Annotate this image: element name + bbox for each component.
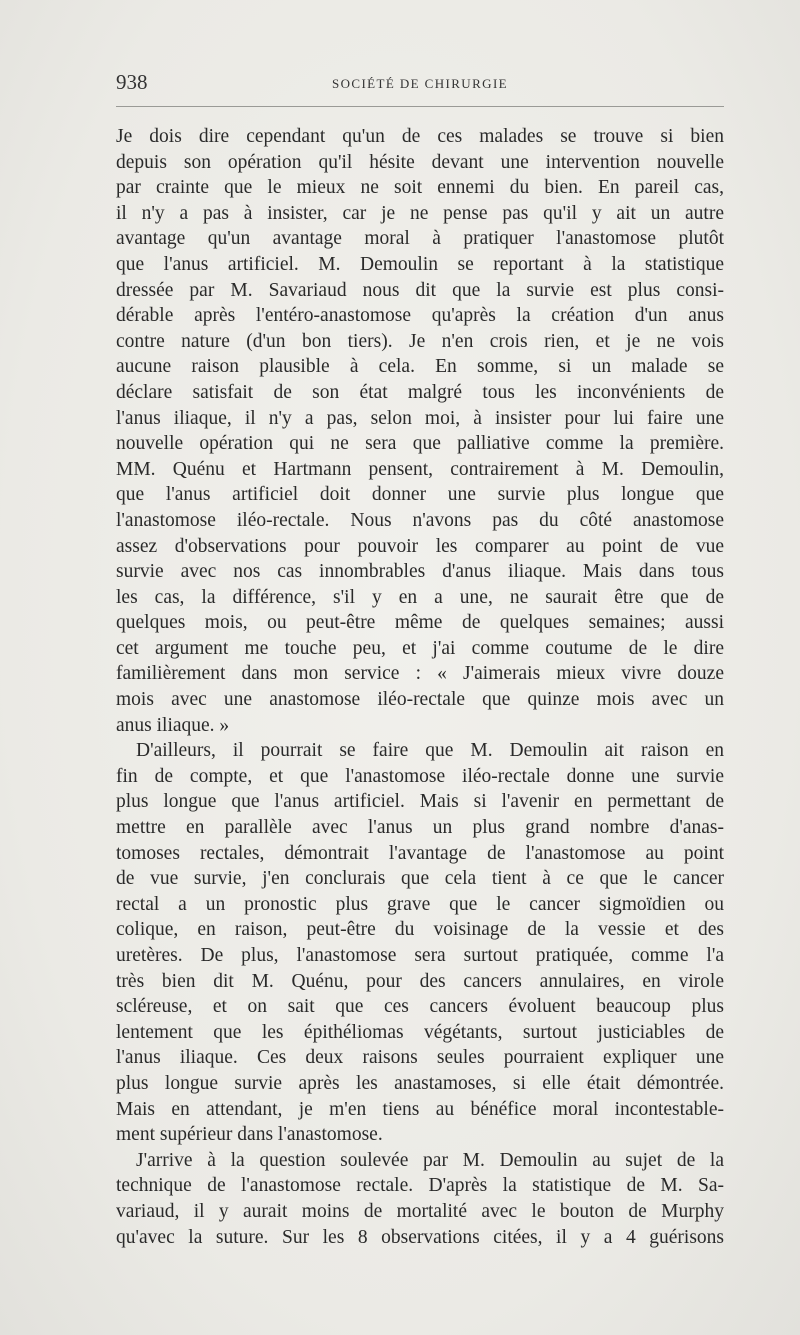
- text-line: technique de l'anastomose rectale. D'après la statistique de M. Sa-: [116, 1175, 724, 1197]
- text-line: familièrement dans mon service : « J'aimerais mieux vivre douze: [116, 663, 724, 685]
- text-line: survie avec nos cas innombrables d'anus iliaque. Mais dans tous: [116, 561, 724, 583]
- text-line: fin de compte, et que l'anastomose iléo-rectale donne une survie: [116, 765, 724, 787]
- text-line: par crainte que le mieux ne soit ennemi du bien. En pareil cas,: [116, 177, 724, 199]
- text-line: que l'anus artificiel doit donner une survie plus longue que: [116, 484, 724, 506]
- text-line: mettre en parallèle avec l'anus un plus grand nombre d'anas-: [116, 817, 724, 839]
- text-line: qu'avec la suture. Sur les 8 observations citées, il y a 4 guérisons: [116, 1226, 724, 1248]
- text-line: lentement que les épithéliomas végétants, surtout justiciables de: [116, 1021, 724, 1043]
- text-line: les cas, la différence, s'il y en a une, ne saurait être que de: [116, 586, 724, 608]
- text-line: uretères. De plus, l'anastomose sera surtout pratiquée, comme l'a: [116, 945, 724, 966]
- text-line: quelques mois, ou peut-être même de quelques semaines; aussi: [116, 612, 724, 634]
- text-line: rectal a un pronostic plus grave que le cancer sigmoïdien ou: [116, 893, 724, 915]
- text-line: J'arrive à la question soulevée par M. Demoulin au sujet de la: [136, 1149, 724, 1171]
- text-line: Je dois dire cependant qu'un de ces malades se trouve si bien: [116, 126, 724, 147]
- text-line: il n'y a pas à insister, car je ne pense pas qu'il y ait un autre: [116, 202, 724, 224]
- text-line: nouvelle opération qui ne sera que palliative comme la première.: [116, 433, 724, 455]
- text-line: l'anus iliaque. Ces deux raisons seules pourraient expliquer une: [116, 1047, 724, 1069]
- text-line: de vue survie, j'en conclurais que cela tient à ce que le cancer: [116, 868, 724, 890]
- text-line: plus longue que l'anus artificiel. Mais si l'avenir en permettant de: [116, 791, 724, 813]
- running-title: SOCIÉTÉ DE CHIRURGIE: [331, 76, 509, 91]
- text-line: déclare satisfait de son état malgré tous les inconvénients de: [116, 381, 724, 403]
- text-line: depuis son opération qu'il hésite devant une intervention nouvelle: [116, 151, 724, 173]
- text-line: Mais en attendant, je m'en tiens au bénéfice moral incontestable-: [116, 1098, 724, 1120]
- text-line: D'ailleurs, il pourrait se faire que M. Demoulin ait raison en: [136, 740, 724, 762]
- text-line: très bien dit M. Quénu, pour des cancers annulaires, en virole: [116, 970, 724, 992]
- text-line: dressée par M. Savariaud nous dit que la survie est plus consi-: [116, 279, 724, 301]
- text-line: MM. Quénu et Hartmann pensent, contrairement à M. Demoulin,: [116, 458, 724, 480]
- text-line: scléreuse, et on sait que ces cancers évoluent beaucoup plus: [116, 996, 724, 1018]
- text-line: variaud, il y aurait moins de mortalité avec le bouton de Murphy: [116, 1200, 724, 1222]
- text-line: contre nature (d'un bon tiers). Je n'en crois rien, et je ne vois: [116, 330, 724, 352]
- text-line: avantage qu'un avantage moral à pratiquer l'anastomose plutôt: [116, 228, 724, 250]
- text-line: dérable après l'entéro-anastomose qu'après la création d'un anus: [116, 305, 724, 327]
- body-text: [116, 124, 724, 1250]
- header-divider: [116, 106, 724, 107]
- text-line: colique, en raison, peut-être du voisinage de la vessie et des: [116, 919, 724, 941]
- text-line: aucune raison plausible à cela. En somme, si un malade se: [116, 356, 724, 378]
- text-line: ment supérieur dans l'anastomose.: [116, 1124, 383, 1146]
- text-line: tomoses rectales, démontrait l'avantage de l'anastomose au point: [116, 842, 724, 864]
- text-line: que l'anus artificiel. M. Demoulin se reportant à la statistique: [116, 253, 724, 275]
- text-line: cet argument me touche peu, et j'ai comme coutume de le dire: [116, 637, 724, 659]
- page-header: [116, 70, 724, 96]
- text-line: l'anus iliaque, il n'y a pas, selon moi, à insister pour lui faire une: [116, 407, 724, 429]
- text-line: mois avec une anastomose iléo-rectale que quinze mois avec un: [116, 689, 724, 711]
- text-line: plus longue survie après les anastamoses, si elle était démontrée.: [116, 1072, 724, 1094]
- text-line: assez d'observations pour pouvoir les comparer au point de vue: [116, 535, 724, 557]
- text-line: l'anastomose iléo-rectale. Nous n'avons pas du côté anastomose: [116, 509, 724, 531]
- page-number: 938: [116, 70, 148, 94]
- text-line: anus iliaque. »: [116, 714, 230, 736]
